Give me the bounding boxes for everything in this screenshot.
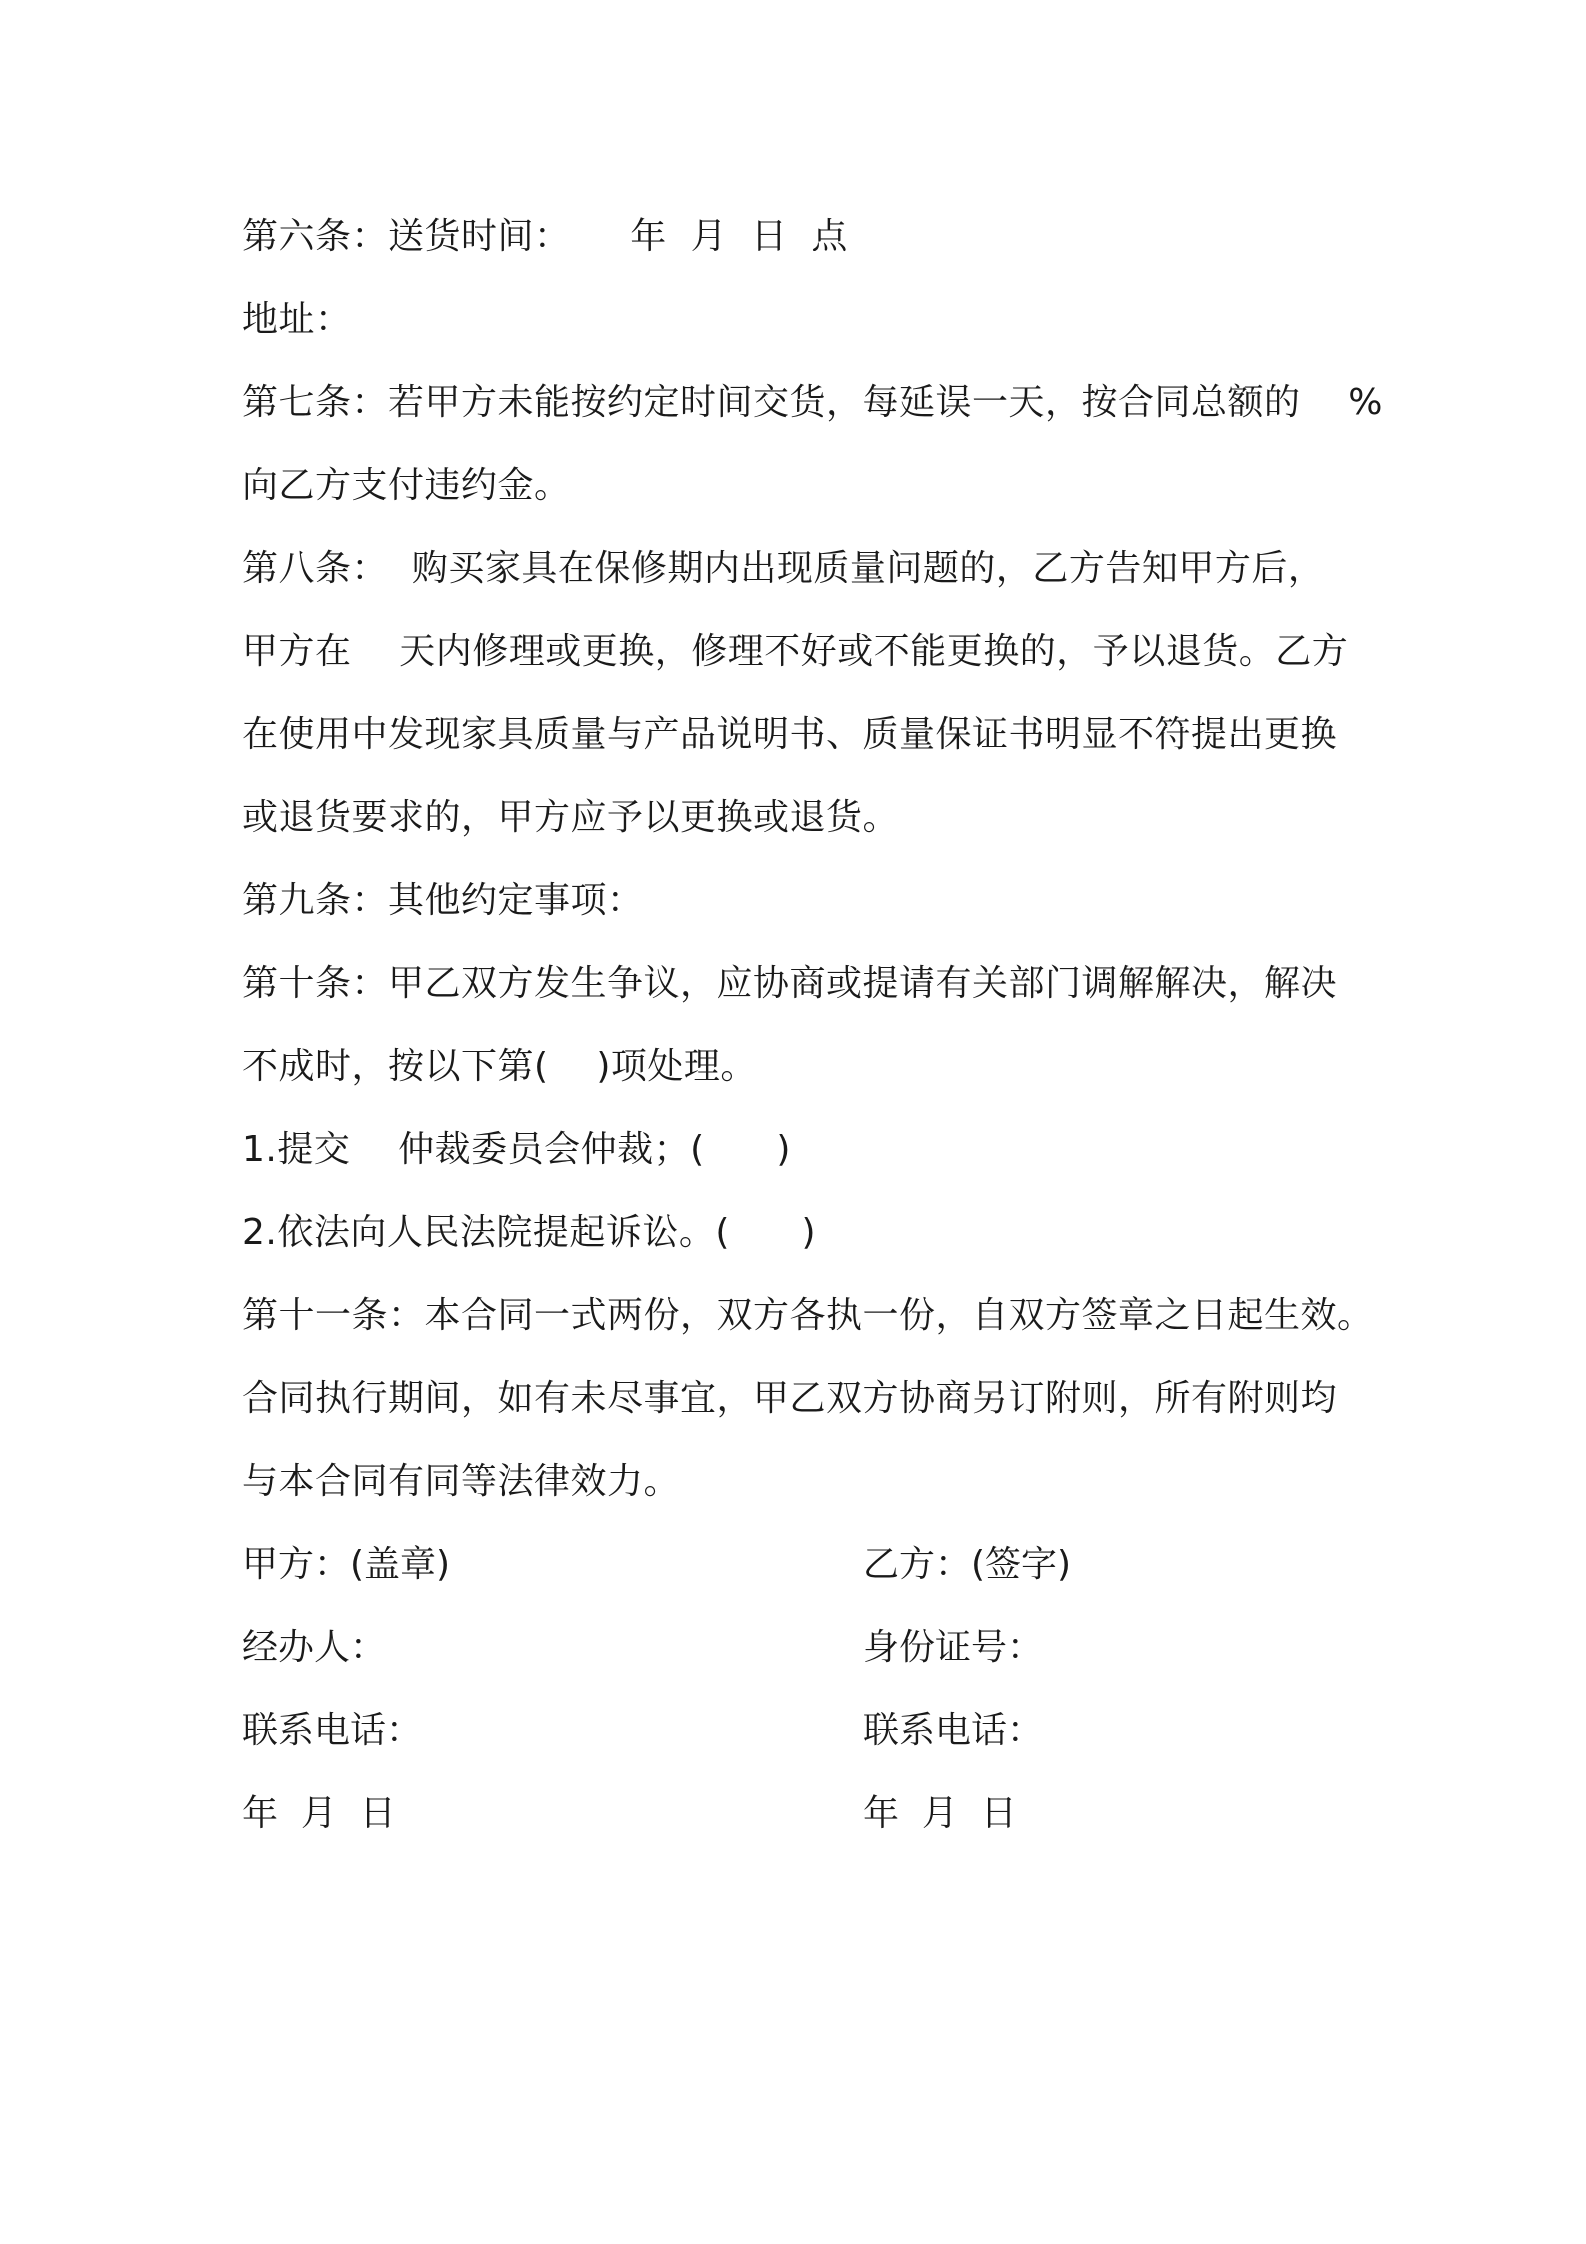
contract-body [242,195,1383,1855]
party-a-agent-label: 经办人： [242,1627,387,1668]
signature-row-phone [242,1689,1357,1772]
article-11-line-3: 与本合同有同等法律效力。 [242,1461,681,1502]
article-7-line-2: 向乙方支付违约金。 [242,465,571,506]
article-11-line-2: 合同执行期间，如有未尽事宜，甲乙双方协商另订附则，所有附则均 [242,1378,1338,1419]
party-a-seal-label: 甲方：(盖章) [242,1544,451,1585]
signature-row-date [242,1772,1357,1855]
article-6-delivery-time: 第六条：送货时间： 年 月 日 点 [242,216,848,257]
article-8-line-2: 甲方在 天内修理或更换，修理不好或不能更换的，予以退货。乙方 [242,631,1349,672]
signature-row-party [242,1523,1357,1606]
party-a-phone-label: 联系电话： [242,1710,423,1751]
party-b-id-number-label: 身份证号： [863,1627,1044,1668]
party-b-sign-label: 乙方：(签字) [863,1544,1072,1585]
article-8-line-4: 或退货要求的，甲方应予以更换或退货。 [242,797,900,838]
article-11-line-1: 第十一条：本合同一式两份，双方各执一份，自双方签章之日起生效。 [242,1295,1374,1336]
delivery-address: 地址： [242,299,352,340]
dispute-option-arbitration: 1.提交 仲裁委员会仲裁；( ) [242,1129,791,1170]
article-8-line-3: 在使用中发现家具质量与产品说明书、质量保证书明显不符提出更换 [242,714,1338,755]
signature-row-identity [242,1606,1357,1689]
dispute-option-litigation: 2.依法向人民法院提起诉讼。( ) [242,1212,817,1253]
party-b-phone-label: 联系电话： [863,1710,1044,1751]
party-a-date-label: 年 月 日 [242,1793,396,1834]
article-7-line-1: 第七条：若甲方未能按约定时间交货，每延误一天，按合同总额的 % [242,382,1383,423]
party-b-date-label: 年 月 日 [863,1793,1017,1834]
article-10-line-2: 不成时，按以下第( )项处理。 [242,1046,757,1087]
article-10-line-1: 第十条：甲乙双方发生争议，应协商或提请有关部门调解解决，解决 [242,963,1338,1004]
article-8-line-1: 第八条： 购买家具在保修期内出现质量问题的，乙方告知甲方后， [242,548,1325,589]
article-9-other-terms: 第九条：其他约定事项： [242,880,644,921]
